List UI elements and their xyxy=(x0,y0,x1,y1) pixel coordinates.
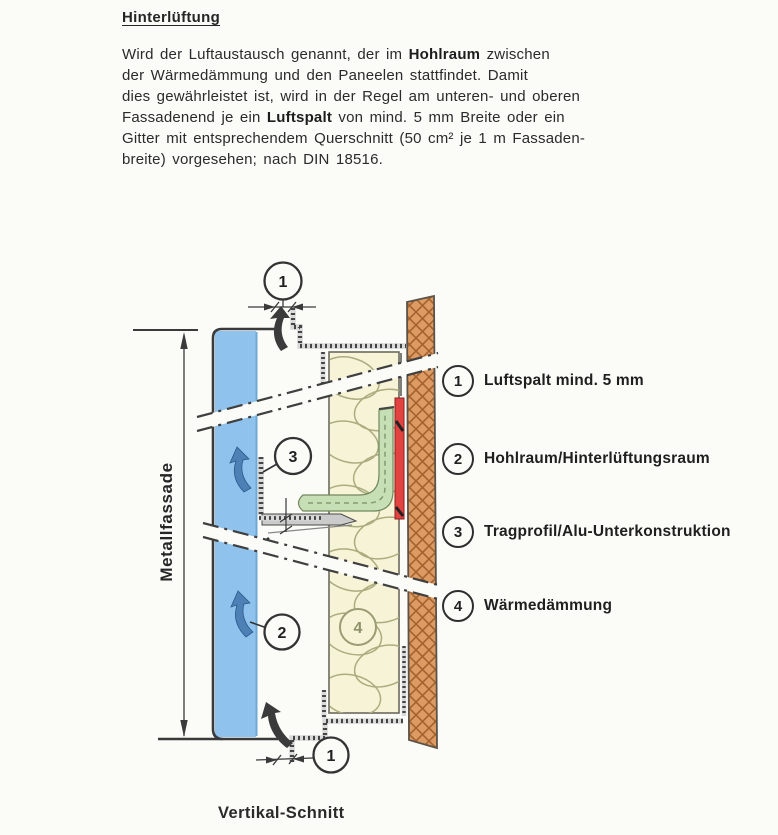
svg-text:1: 1 xyxy=(326,748,336,765)
paragraph-line: dies gewährleistet ist, wird in der Regel am unteren- und oberen xyxy=(122,88,581,105)
legend-circle-4: 4 xyxy=(442,590,474,622)
diagram-caption: Vertikal-Schnitt xyxy=(218,804,345,822)
intro-paragraph xyxy=(122,44,632,170)
facade-height-dimension xyxy=(180,332,187,737)
callout-bottom-gap xyxy=(314,738,349,773)
svg-text:2: 2 xyxy=(277,625,287,642)
legend-circle-2: 2 xyxy=(442,443,474,475)
svg-text:4: 4 xyxy=(353,620,363,637)
svg-text:1: 1 xyxy=(278,274,288,291)
legend-item-tragprofil xyxy=(442,515,731,549)
legend-item-waermedaemmung xyxy=(442,589,612,623)
legend-label-2: Hohlraum/Hinterlüftungsraum xyxy=(484,450,710,467)
paragraph-line: Gitter mit entsprechendem Querschnitt (50 cm² je 1 m Fassaden- xyxy=(122,130,586,147)
paragraph-line: Fassadenend je ein Luftspalt von mind. 5 mm Breite oder ein xyxy=(122,109,565,126)
page-title: Hinterlüftung xyxy=(122,9,221,26)
metallfassade-label: Metallfassade xyxy=(157,462,176,582)
callout-top-gap xyxy=(265,263,302,300)
legend-circle-1: 1 xyxy=(442,365,474,397)
legend-label-3: Tragprofil/Alu-Unterkonstruktion xyxy=(484,523,731,540)
callout-insulation xyxy=(340,609,376,645)
paragraph-line: der Wärmedämmung und den Paneelen stattfindet. Damit xyxy=(122,67,528,84)
paragraph-line: breite) vorgesehen; nach DIN 18516. xyxy=(122,151,383,168)
paragraph-line: Wird der Luftaustausch genannt, der im Hohlraum zwischen xyxy=(122,46,550,63)
legend-item-hohlraum xyxy=(442,442,710,476)
callout-profile xyxy=(263,438,311,474)
bottom-gap-dimension xyxy=(256,754,313,765)
legend-item-luftspalt xyxy=(442,364,644,398)
anchor-strip xyxy=(395,398,404,519)
legend-label-4: Wärmedämmung xyxy=(484,597,613,614)
airflow-arrow-bottom-black xyxy=(261,702,293,748)
svg-text:3: 3 xyxy=(288,449,298,466)
legend-label-1: Luftspalt mind. 5 mm xyxy=(484,372,644,389)
legend-circle-3: 3 xyxy=(442,516,474,548)
